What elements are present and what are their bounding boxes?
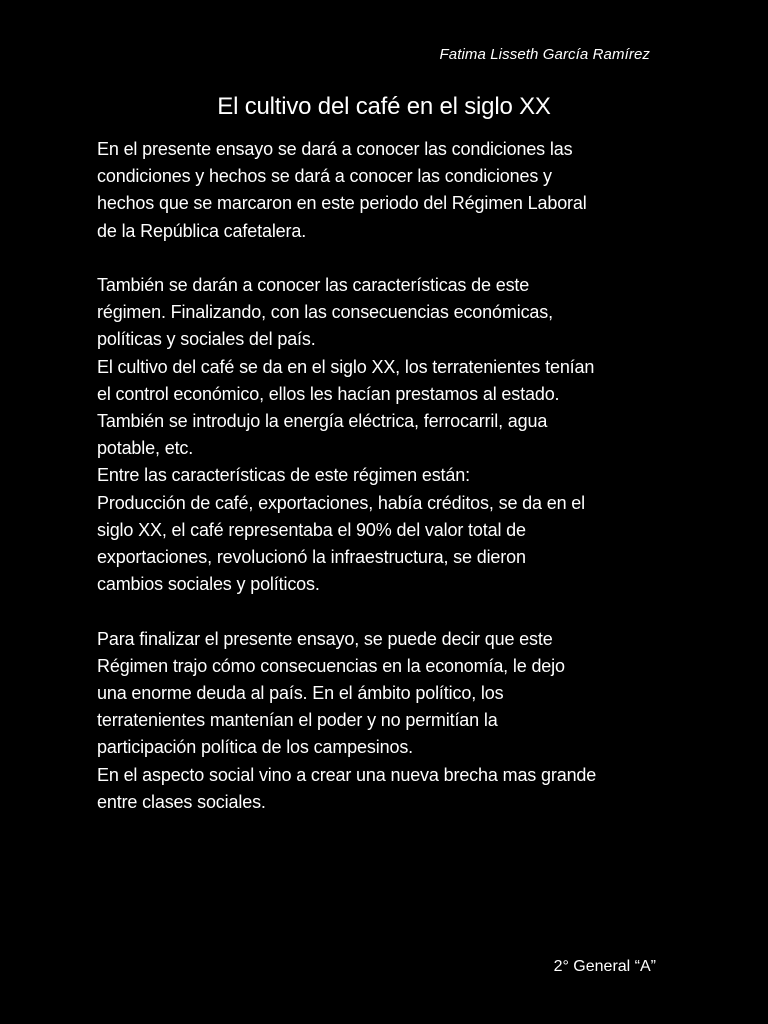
author-name: Fatima Lisseth García Ramírez — [439, 46, 650, 63]
text-line: Entre las características de este régimen están: — [97, 465, 470, 486]
class-group-label: 2° General “A” — [553, 958, 656, 975]
text-line: una enorme deuda al país. En el ámbito político, los — [97, 683, 504, 704]
paragraph-development — [97, 272, 667, 598]
text-line: de la República cafetalera. — [97, 220, 307, 241]
text-line: hechos que se marcaron en este periodo del Régimen Laboral — [97, 193, 587, 214]
text-line: También se introdujo la energía eléctrica, ferrocarril, agua — [97, 411, 548, 432]
text-line: condiciones y hechos se dará a conocer las condiciones y — [97, 166, 552, 187]
text-line: régimen. Finalizando, con las consecuencias económicas, — [97, 302, 553, 323]
text-line: potable, etc. — [97, 438, 194, 459]
text-line: cambios sociales y políticos. — [97, 574, 320, 595]
paragraph-conclusion — [97, 626, 667, 816]
text-line: Régimen trajo cómo consecuencias en la economía, le dejo — [97, 655, 565, 676]
text-line: entre clases sociales. — [97, 791, 266, 812]
text-line: el control económico, ellos les hacían prestamos al estado. — [97, 383, 560, 404]
text-line: El cultivo del café se da en el siglo XX, los terratenientes tenían — [97, 356, 595, 377]
text-line: políticas y sociales del país. — [97, 329, 316, 350]
text-line: En el aspecto social vino a crear una nueva brecha mas grande — [97, 764, 597, 785]
text-line: En el presente ensayo se dará a conocer las condiciones las — [97, 139, 573, 159]
text-line: También se darán a conocer las características de este — [97, 275, 530, 295]
paragraph-introduction — [97, 136, 667, 245]
text-line: participación política de los campesinos. — [97, 737, 414, 758]
document-title: El cultivo del café en el siglo XX — [217, 93, 551, 120]
essay-body — [97, 136, 667, 816]
text-line: terratenientes mantenían el poder y no permitían la — [97, 710, 498, 731]
text-line: exportaciones, revolucionó la infraestructura, se dieron — [97, 547, 526, 568]
text-line: Para finalizar el presente ensayo, se puede decir que este — [97, 628, 553, 649]
text-line: Producción de café, exportaciones, había créditos, se da en el — [97, 492, 586, 513]
text-line: siglo XX, el café representaba el 90% del valor total de — [97, 519, 526, 540]
